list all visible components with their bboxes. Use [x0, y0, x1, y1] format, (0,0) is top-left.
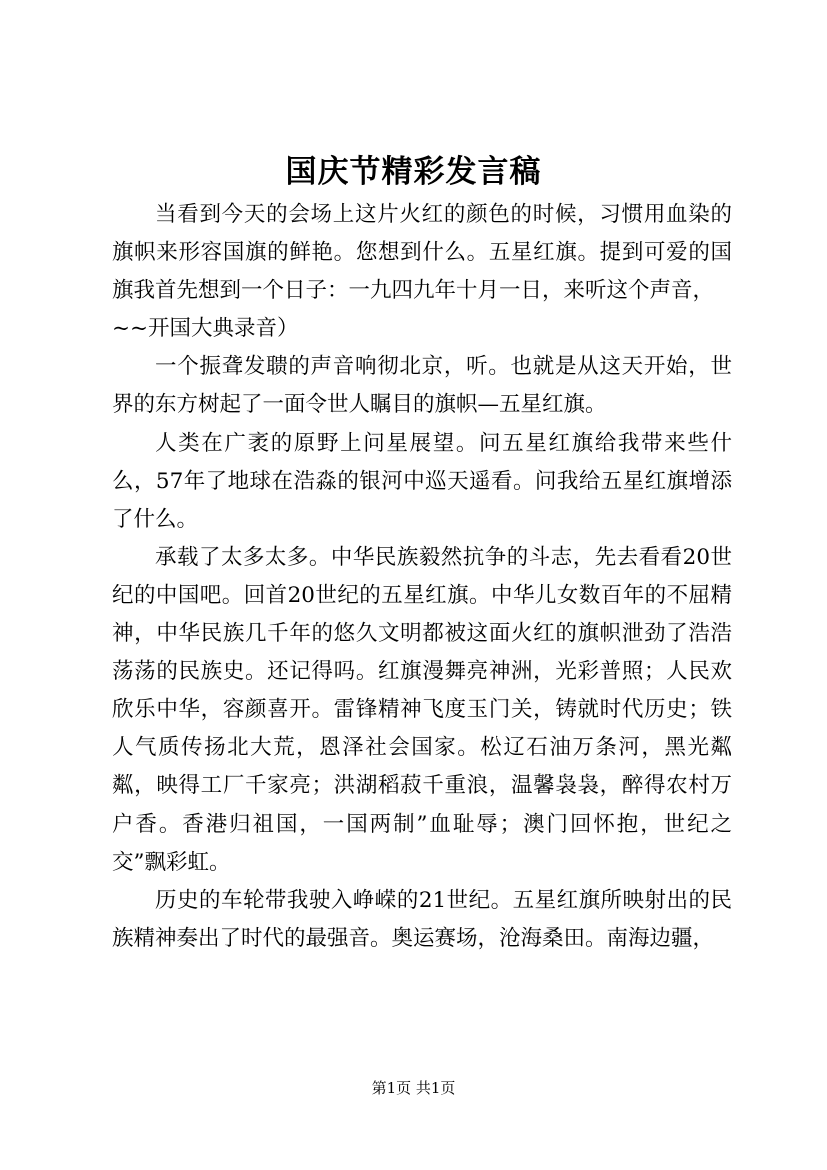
- paragraph: 历史的车轮带我驶入峥嵘的21世纪。五星红旗所映射出的民族精神奏出了时代的最强音。奥运赛场，沧海桑田。南海边疆，: [112, 887, 732, 951]
- document-body: [112, 196, 732, 958]
- document-title: 国庆节精彩发言稿: [285, 154, 542, 190]
- paragraph: 人类在广袤的原野上问星展望。问五星红旗给我带来些什么，57年了地球在浩淼的银河中巡天遥看。问我给五星红旗增添了什么。: [112, 430, 732, 532]
- paragraph: 承载了太多太多。中华民族毅然抗争的斗志，先去看看20世纪的中国吧。回首20世纪的五星红旗。中华儿女数百年的不屈精神，中华民族几千年的悠久文明都被这面火红的旗帜泄劲了浩浩荡荡的民族史。还记得吗。红旗漫舞亮神洲，光彩普照；人民欢欣乐中华，容颜喜开。雷锋精神飞度玉门关，铸就时代历史；铁人气质传扬北大荒，恩泽社会国家。松辽石油万条河，黑光粼粼，映得工厂千家亮；洪湖稻菽千重浪，温馨袅袅，醉得农村万户香。香港归祖国，一国两制”血耻辱；澳门回怀抱，世纪之交”飘彩虹。: [112, 544, 732, 875]
- page-number: 第1页 共1页: [371, 1079, 456, 1097]
- paragraph: 一个振聋发聩的声音响彻北京，听。也就是从这天开始，世界的东方树起了一面令世人瞩目的旗帜—五星红旗。: [112, 354, 732, 418]
- paragraph: 当看到今天的会场上这片火红的颜色的时候，习惯用血染的旗帜来形容国旗的鲜艳。您想到什么。五星红旗。提到可爱的国旗我首先想到一个日子：一九四九年十月一日，来听这个声音，: [112, 202, 732, 304]
- paragraph: ~~开国大典录音）: [112, 316, 299, 342]
